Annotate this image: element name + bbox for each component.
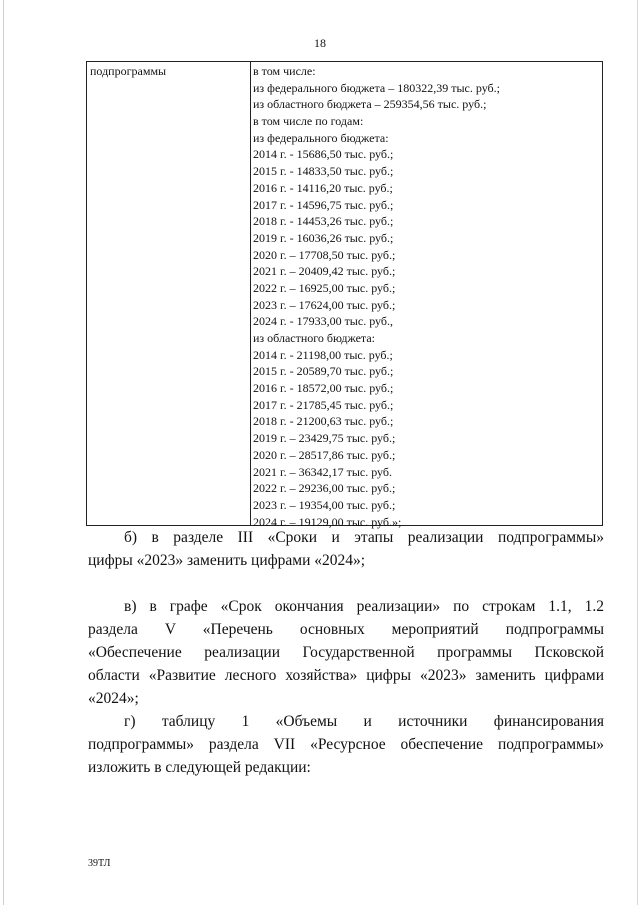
table-line: в том числе по годам: [253,114,364,129]
table-line: 2019 г. - 16036,26 тыс. руб.; [253,230,394,245]
table-line: 2021 г. – 36342,17 тыс. руб. [253,464,392,479]
paragraph-g-line3: изложить в следующей редакции: [88,759,311,776]
paragraph-g-line1: г) таблицу 1 «Объемы и источники финансирования [124,713,604,730]
paragraph-v-line1: в) в графе «Срок окончания реализации» по строкам 1.1, 1.2 [124,598,604,615]
table-line: 2014 г. - 21198,00 тыс. руб.; [253,347,393,362]
paragraph-v-line4: области «Развитие лесного хозяйства» цифры «2023» заменить цифрами [88,667,604,684]
table-line: 2022 г. – 29236,00 тыс. руб.; [253,481,396,496]
table-line: из федерального бюджета – 180322,39 тыс. руб.; [253,80,500,95]
paragraph-v-line3: «Обеспечение реализации Государственной программы Псковской [88,644,604,661]
scan-edge-right [637,0,638,905]
footer-code: 39ТЛ [88,858,111,869]
table-line: 2024 г. - 17933,00 тыс. руб., [253,314,393,329]
table-line: в том числе: [253,64,316,78]
table-line: 2016 г. - 18572,00 тыс. руб.; [253,381,394,396]
table-line: из федерального бюджета: [253,130,389,145]
budget-table [86,61,603,529]
table-line: 2018 г. - 14453,26 тыс. руб.; [253,214,394,229]
table-line: 2018 г. - 21200,63 тыс. руб.; [253,414,394,429]
table-line: 2015 г. - 20589,70 тыс. руб.; [253,364,394,379]
table-line: 2015 г. - 14833,50 тыс. руб.; [253,164,394,179]
table-line: 2017 г. - 21785,45 тыс. руб.; [253,397,394,412]
paragraph-v-line5: «2024»; [88,690,139,707]
paragraph-b-line1: б) в разделе III «Сроки и этапы реализации подпрограммы» [124,529,604,546]
table-right-cell [253,63,500,530]
table-line: 2017 г. - 14596,75 тыс. руб.; [253,197,394,212]
table-left-cell: подпрограммы [90,64,167,78]
table-line: 2022 г. – 16925,00 тыс. руб.; [253,280,396,295]
paragraph-b-line2: цифры «2023» заменить цифрами «2024»; [88,552,366,569]
table-line: 2020 г. – 28517,86 тыс. руб.; [253,447,396,462]
scan-edge-left [3,0,4,905]
table-line: 2024 г. – 19129,00 тыс. руб.»; [253,514,402,529]
paragraph-v-line2: раздела V «Перечень основных мероприятий подпрограммы [88,621,604,638]
table-line: из областного бюджета – 259354,56 тыс. руб.; [253,97,487,112]
paragraph-g-line2: подпрограммы» раздела VII «Ресурсное обеспечение подпрограммы» [88,736,604,753]
page-number: 18 [314,36,326,50]
table-line: 2021 г. – 20409,42 тыс. руб.; [253,264,396,279]
table-line: 2020 г. – 17708,50 тыс. руб.; [253,247,396,262]
table-line: 2016 г. - 14116,20 тыс. руб.; [253,180,393,195]
table-column-divider [250,62,251,525]
table-line: 2019 г. – 23429,75 тыс. руб.; [253,431,396,446]
table-line: из областного бюджета: [253,331,375,345]
table-line: 2023 г. – 19354,00 тыс. руб.; [253,497,396,512]
table-line: 2023 г. – 17624,00 тыс. руб.; [253,297,396,312]
table-line: 2014 г. - 15686,50 тыс. руб.; [253,147,394,162]
